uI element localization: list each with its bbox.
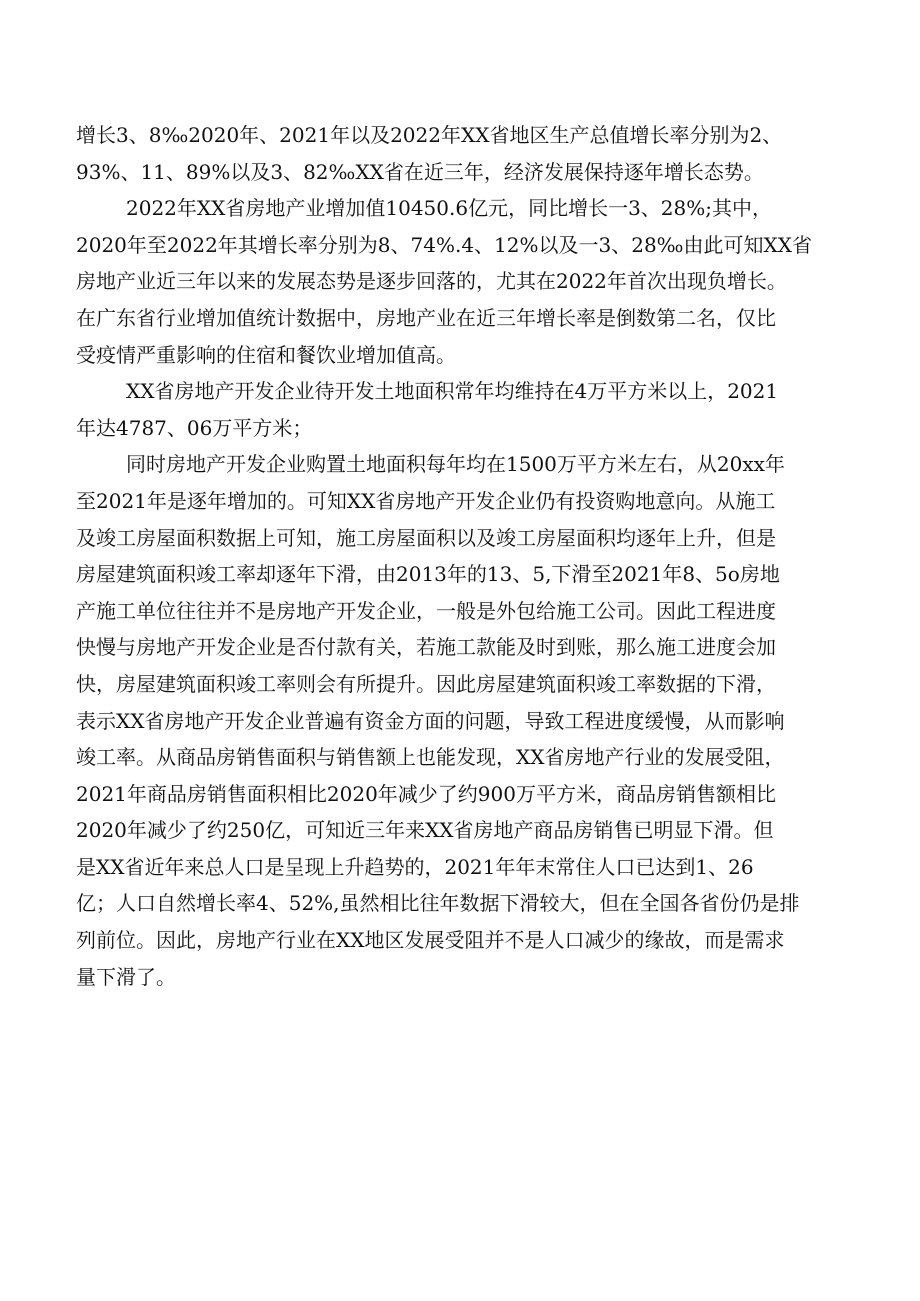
text-line: 表示XX省房地产开发企业普遍有资金方面的问题，导致工程进度缓慢，从而影响 [76, 708, 785, 733]
text-line: 同时房地产开发企业购置土地面积每年均在1500万平方米左右，从20xx年 [126, 452, 785, 477]
text-line: 竣工率。从商品房销售面积与销售额上也能发现，XX省房地产行业的发展受阻， [76, 745, 785, 770]
paragraph-4 [76, 446, 860, 995]
text-line: 2020年减少了约250亿，可知近三年来XX省房地产商品房销售已明显下滑。但 [76, 818, 774, 843]
text-line: 2020年至2022年其增长率分别为8、74%.4、12%以及一3、28‰由此可知XX省 [76, 232, 812, 257]
text-line: 93%、11、89%以及3、82‰XX省在近三年，经济发展保持逐年增长态势。 [76, 159, 764, 184]
text-line: XX省房地产开发企业待开发土地面积常年均维持在4万平方米以上，2021 [126, 379, 779, 404]
document-body [76, 117, 860, 995]
text-line: 2021年商品房销售面积相比2020年减少了约900万平方米，商品房销售额相比 [76, 781, 776, 806]
text-line: 是XX省近年来总人口是呈现上升趋势的，2021年年末常住人口已达到1、26 [76, 854, 754, 879]
text-line: 年达4787、06万平方米； [76, 415, 313, 440]
text-line: 快慢与房地产开发企业是否付款有关，若施工款能及时到账，那么施工进度会加 [76, 635, 776, 660]
text-line: 及竣工房屋面积数据上可知，施工房屋面积以及竣工房屋面积均逐年上升，但是 [76, 525, 776, 550]
text-line: 列前位。因此，房地产行业在XX地区发展受阻并不是人口减少的缘故，而是需求 [76, 928, 785, 953]
text-line: 增长3、8‰2020年、2021年以及2022年XX省地区生产总值增长率分别为2、 [76, 123, 783, 147]
text-line: 房地产业近三年以来的发展态势是逐步回落的，尤其在2022年首次出现负增长。 [76, 269, 787, 294]
text-line: 产施工单位往往并不是房地产开发企业，一般是外包给施工公司。因此工程进度 [76, 598, 776, 623]
text-line: 至2021年是逐年增加的。可知XX省房地产开发企业仍有投资购地意向。从施工 [76, 488, 776, 513]
text-line: 2022年XX省房地产业增加值10450.6亿元，同比增长一3、28%;其中， [126, 196, 772, 221]
paragraph-2 [76, 190, 860, 373]
paragraph-1 [76, 117, 860, 190]
text-line: 受疫情严重影响的住宿和餐饮业增加值高。 [76, 342, 456, 367]
text-line: 量下滑了。 [76, 964, 176, 989]
text-line: 在广东省行业增加值统计数据中，房地产业在近三年增长率是倒数第二名，仅比 [76, 305, 776, 330]
text-line: 亿；人口自然增长率4、52%,虽然相比往年数据下滑较大，但在全国各省份仍是排 [76, 891, 800, 916]
text-line: 房屋建筑面积竣工率却逐年下滑，由2013年的13、5,下滑至2021年8、5o房地 [76, 562, 780, 587]
paragraph-3 [76, 373, 860, 446]
text-line: 快，房屋建筑面积竣工率则会有所提升。因此房屋建筑面积竣工率数据的下滑， [76, 671, 776, 696]
